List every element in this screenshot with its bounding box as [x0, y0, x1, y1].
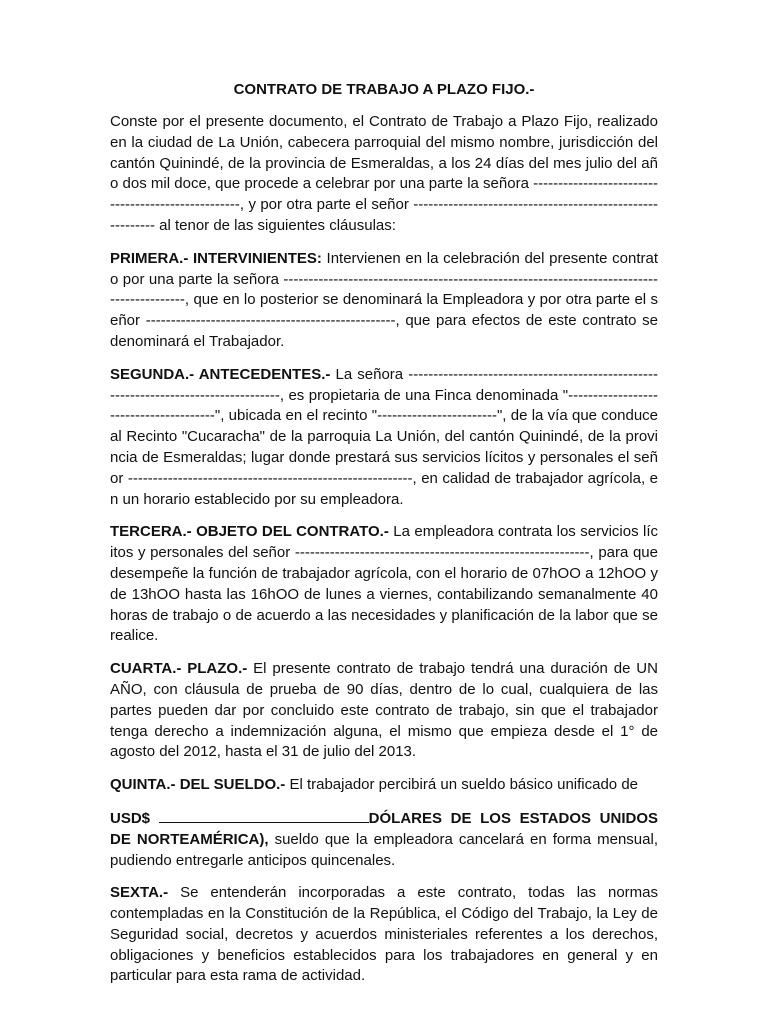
clause-text: La señora ------------------------------------------------------------------------------------, es propietaria de una Finca denominada "---------------------------------------", ubicada en el recinto "------------------------", de la vía que conduce al Recinto "Cucaracha" de la parroquia La Unión, del cantón Quinindé, de la provincia de Esmeraldas; lugar donde prestará sus servicios lícitos y personales el señor ---------------------------------------------------------, en calidad de trabajador agrícola, en un horario establecido por su empleadora. [110, 365, 658, 508]
clause-heading: SEXTA.- [110, 884, 169, 902]
clause-cuarta [110, 659, 658, 763]
clause-heading: QUINTA.- DEL SUELDO.- [110, 776, 286, 794]
salary-currency-name: DÓLARES DE LOS ESTADOS UNIDOS DE NORTEAMÉRICA), [110, 809, 658, 848]
clause-text: Se entenderán incorporadas a este contrato, todas las normas contempladas en la Constitución de la República, el Código del Trabajo, la Ley de Seguridad social, decretos y acuerdos ministeriales referentes a los derechos, obligaciones y beneficios establecidos para los trabajadores en general y en particular para esta rama de actividad. [110, 884, 658, 985]
intro-paragraph: Conste por el presente documento, el Contrato de Trabajo a Plazo Fijo, realizado en la ciudad de La Unión, cabecera parroquial del mismo nombre, jurisdicción del cantón Quinindé, de la provincia de Esmeraldas, a los 24 días del mes julio del año dos mil doce, que procede a celebrar por una parte la señora ---------------------------------------------------, y por otra parte el señor ---------------------------------------------------------- al tenor de las siguientes cláusulas: [110, 113, 658, 234]
clause-segunda [110, 365, 658, 511]
clause-text: El presente contrato de trabajo tendrá una duración de UN AÑO, con cláusula de prueba de 90 días, dentro de lo cual, cualquiera de las partes pueden dar por concluido este contrato de trabajo, sin que el trabajador tenga derecho a indemnización alguna, el mismo que empieza desde el 1° de agosto del 2012, hasta el 31 de julio del 2013. [110, 660, 658, 761]
clause-heading: TERCERA.- OBJETO DEL CONTRATO.- [110, 523, 389, 541]
salary-amount-blank [159, 808, 369, 823]
clause-heading: CUARTA.- PLAZO.- [110, 660, 248, 678]
document-title: CONTRATO DE TRABAJO A PLAZO FIJO.- [233, 81, 535, 98]
clause-primera [110, 249, 658, 353]
salary-paragraph [110, 808, 658, 871]
clause-text: Intervienen en la celebración del presente contrato por una parte la señora ------------------------------------------------------------------------------------------, que en lo posterior se denominará la Empleadora y por otra parte el señor --------------------------------------------------, que para efectos de este contrato se denominará el Trabajador. [110, 249, 658, 350]
clause-text: La empleadora contrata los servicios lícitos y personales del señor -----------------------------------------------------------, para que desempeñe la función de trabajador agrícola, con el horario de 07hOO a 12hOO y de 13hOO hasta las 16hOO de lunes a viernes, contabilizando semanalmente 40 horas de trabajo o de acuerdo a las necesidades y planificación de la labor que se realice. [110, 523, 658, 645]
contract-page [110, 0, 658, 999]
clause-tercera [110, 522, 658, 647]
clause-quinta [110, 775, 658, 796]
clause-heading: SEGUNDA.- ANTECEDENTES.- [110, 365, 331, 383]
clause-text: El trabajador percibirá un sueldo básico unificado de [285, 776, 639, 794]
clause-heading: PRIMERA.- INTERVINIENTES: [110, 249, 322, 267]
salary-text: sueldo que la empleadora cancelará en forma mensual, pudiendo entregarle anticipos quincenales. [110, 830, 658, 869]
clause-sexta [110, 883, 658, 987]
salary-currency: USD$ [110, 809, 151, 827]
